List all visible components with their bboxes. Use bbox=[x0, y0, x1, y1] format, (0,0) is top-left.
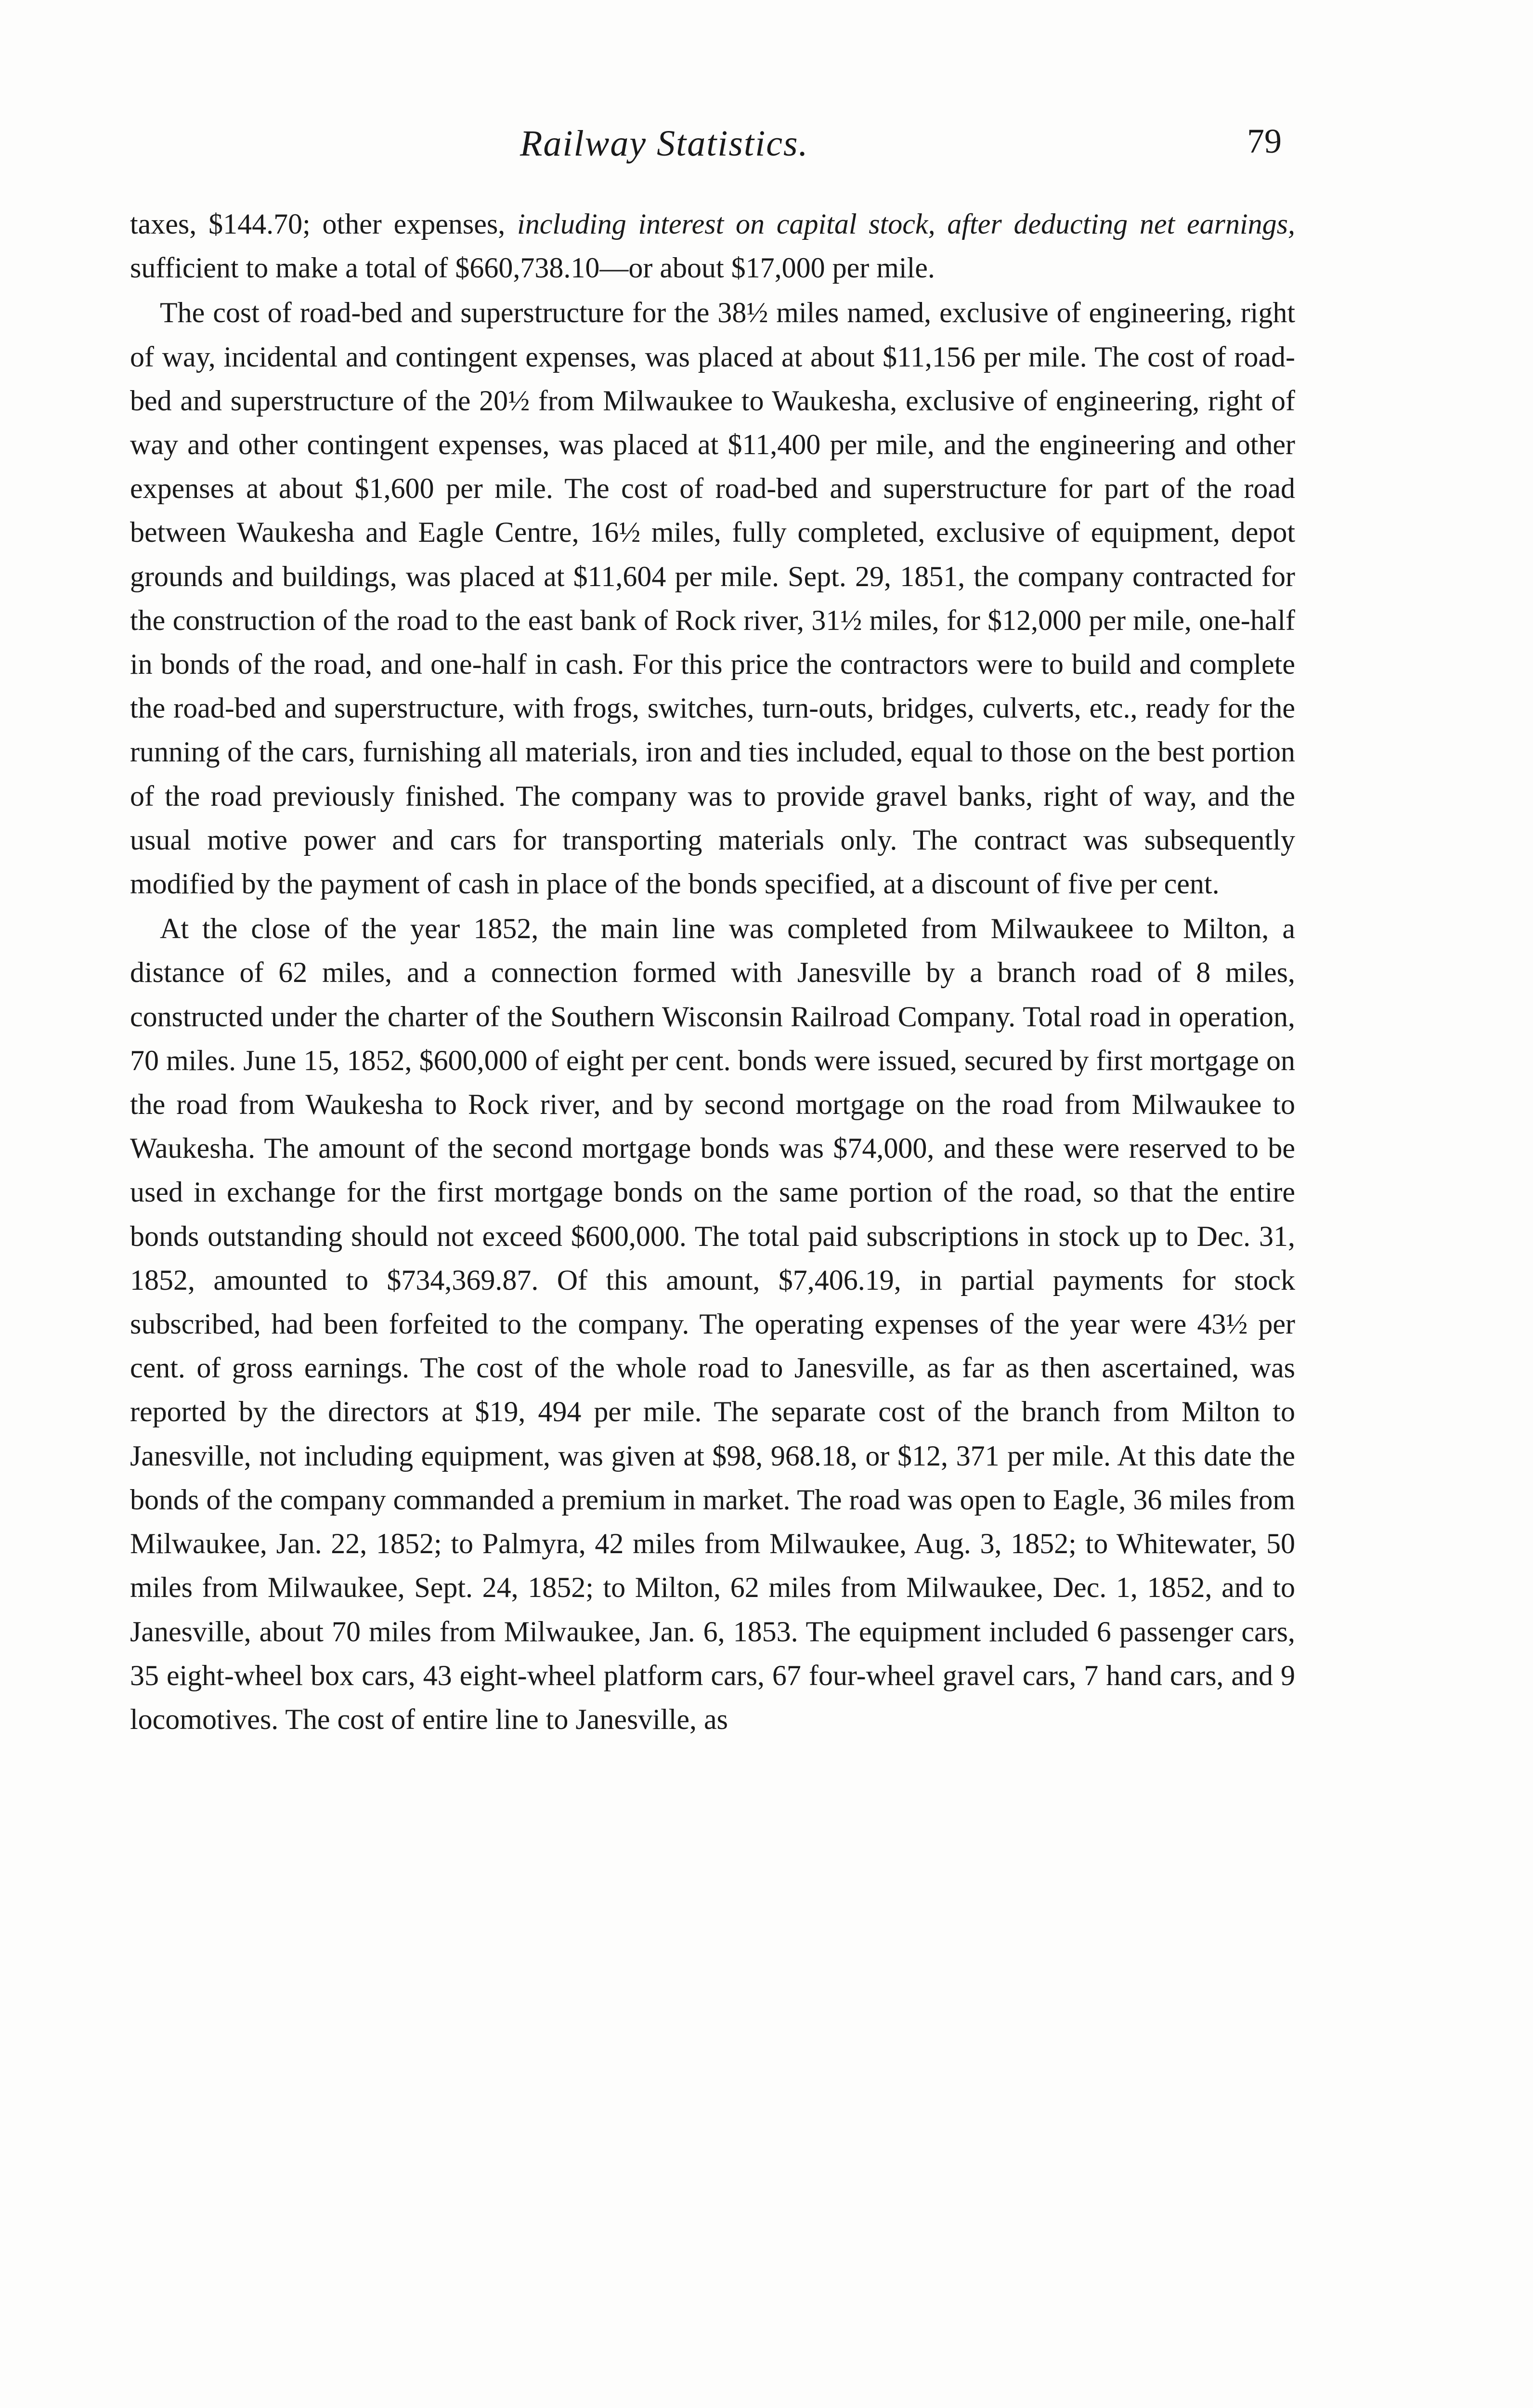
paragraph-1-lead: taxes, $144.70; other expenses, bbox=[130, 208, 518, 240]
paragraph-2: The cost of road-bed and superstructure for the 38½ miles named, exclusive of engineering, right of way, incidental and contingent expenses, was placed at about $11,156 per mile. The cost of road-bed and superstructure of the 20½ from Milwaukee to Waukesha, exclusive of engineering, right of way and other contingent expenses, was placed at $11,400 per mile, and the engineering and other expenses at about $1,600 per mile. The cost of road-bed and superstructure for part of the road between Waukesha and Eagle Centre, 16½ miles, fully completed, exclusive of equipment, depot grounds and buildings, was placed at $11,604 per mile. Sept. 29, 1851, the company contracted for the construction of the road to the east bank of Rock river, 31½ miles, for $12,000 per mile, one-half in bonds of the road, and one-half in cash. For this price the contractors were to build and complete the road-bed and superstructure, with frogs, switches, turn-outs, bridges, culverts, etc., ready for the running of the cars, furnishing all materials, iron and ties included, equal to those on the best portion of the road previously finished. The company was to provide gravel banks, right of way, and the usual motive power and cars for transporting materials only. The contract was subsequently modified by the payment of cash in place of the bonds specified, at a discount of five per cent. bbox=[130, 297, 1295, 900]
running-title: Railway Statistics. bbox=[520, 123, 809, 164]
page-number: 79 bbox=[1247, 122, 1282, 160]
paragraph-1-tail: sufficient to make a total of $660,738.10—or about $17,000 per mile. bbox=[130, 252, 935, 284]
paragraph-1-italic: including interest on capital stock, after deducting net earnings, bbox=[517, 208, 1296, 240]
paragraph-continued bbox=[130, 202, 1295, 290]
body-text bbox=[130, 202, 1295, 1741]
paragraph-3: At the close of the year 1852, the main line was completed from Milwaukeee to Milton, a distance of 62 miles, and a connection formed with Janesville by a branch road of 8 miles, constructed under the charter of the Southern Wisconsin Railroad Company. Total road in operation, 70 miles. June 15, 1852, $600,000 of eight per cent. bonds were issued, secured by first mortgage on the road from Waukesha to Rock river, and by second mortgage on the road from Milwaukee to Waukesha. The amount of the second mortgage bonds was $74,000, and these were reserved to be used in exchange for the first mortgage bonds on the same portion of the road, so that the entire bonds outstanding should not exceed $600,000. The total paid subscriptions in stock up to Dec. 31, 1852, amounted to $734,369.87. Of this amount, $7,406.19, in partial payments for stock subscribed, had been forfeited to the company. The operating expenses of the year were 43½ per cent. of gross earnings. The cost of the whole road to Janesville, as far as then ascertained, was reported by the directors at $19, 494 per mile. The separate cost of the branch from Milton to Janesville, not including equipment, was given at $98, 968.18, or $12, 371 per mile. At this date the bonds of the company commanded a premium in market. The road was open to Eagle, 36 miles from Milwaukee, Jan. 22, 1852; to Palmyra, 42 miles from Milwaukee, Aug. 3, 1852; to Whitewater, 50 miles from Milwaukee, Sept. 24, 1852; to Milton, 62 miles from Milwaukee, Dec. 1, 1852, and to Janesville, about 70 miles from Milwaukee, Jan. 6, 1853. The equipment included 6 passenger cars, 35 eight-wheel box cars, 43 eight-wheel platform cars, 67 four-wheel gravel cars, 7 hand cars, and 9 locomotives. The cost of entire line to Janesville, as bbox=[130, 913, 1295, 1735]
